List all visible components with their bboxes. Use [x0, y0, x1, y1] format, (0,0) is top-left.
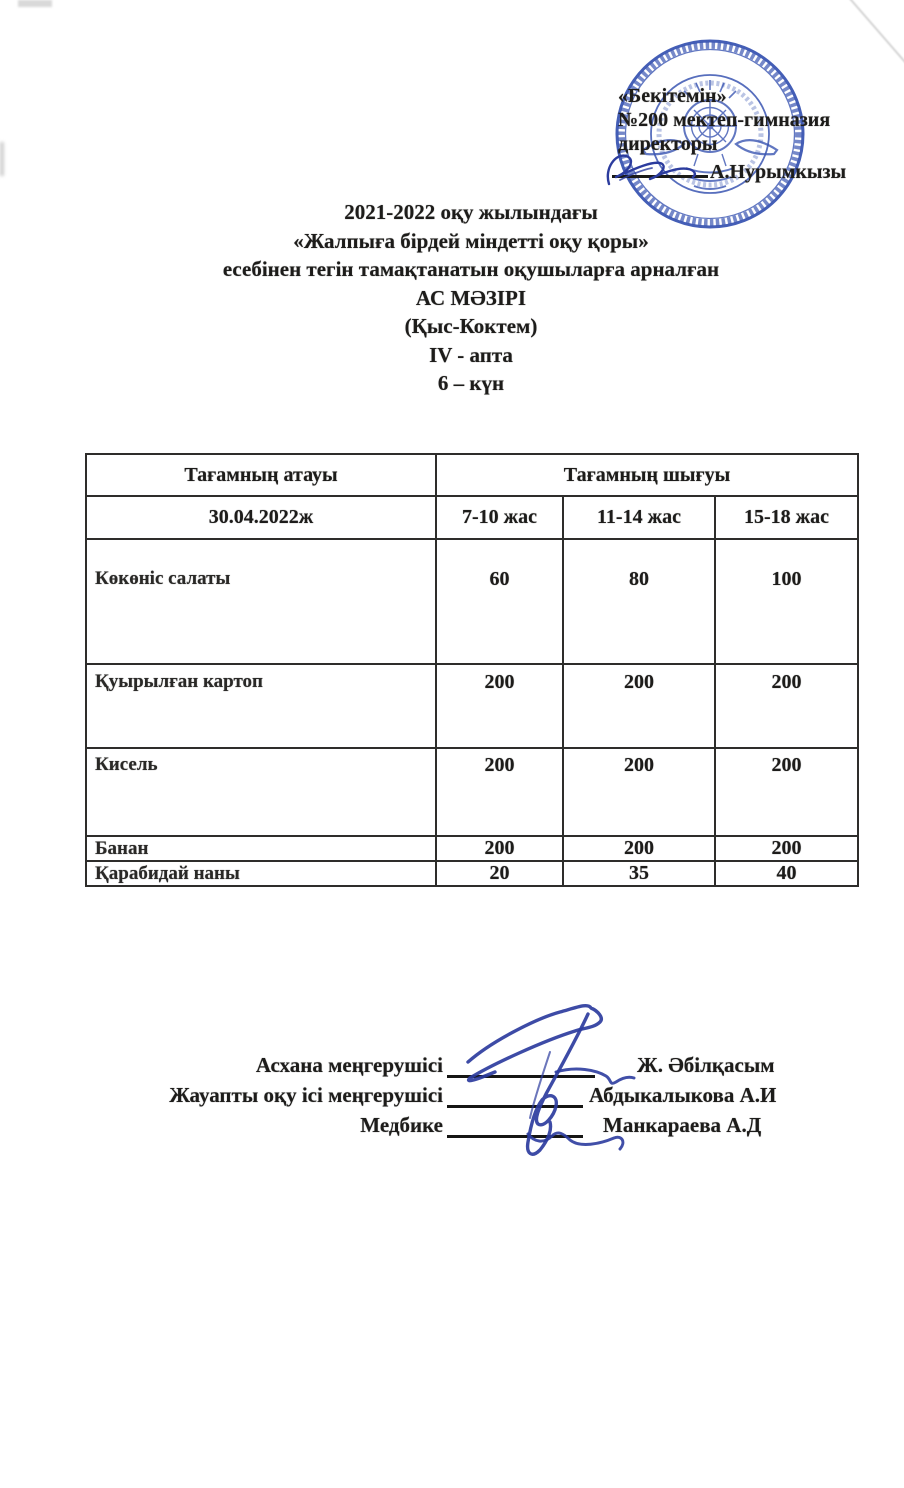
- signature-label: Медбике: [360, 1113, 443, 1137]
- dish-name-cell: Көкөніс салаты: [86, 539, 436, 664]
- portion-cell: 200: [436, 664, 563, 748]
- title-line: «Жалпыға бірдей міндетті оқу қоры»: [293, 228, 649, 253]
- table-header-row: [86, 454, 858, 496]
- dish-name-cell: Банан: [86, 836, 436, 861]
- scan-artifact: [18, 0, 52, 7]
- portion-cell: 35: [563, 861, 715, 886]
- portion-cell: 20: [436, 861, 563, 886]
- portion-cell: 200: [436, 836, 563, 861]
- signature-label: Асхана меңгерушісі: [255, 1053, 443, 1077]
- table-subheader-row: [86, 496, 858, 539]
- signature-label: Жауапты оқу ісі меңгерушісі: [169, 1083, 443, 1107]
- dish-name-cell: Қарабидай наны: [86, 861, 436, 886]
- portion-cell: 40: [715, 861, 858, 886]
- age-group-header: 7-10 жас: [436, 496, 563, 539]
- title-line-menu: АС МӘЗІРІ: [415, 285, 527, 310]
- portion-cell: 200: [563, 748, 715, 836]
- signatory-name: Манкараева А.Д: [603, 1113, 762, 1137]
- table-row: [86, 539, 858, 664]
- portion-cell: 200: [436, 748, 563, 836]
- age-group-header: 15-18 жас: [715, 496, 858, 539]
- dish-name-cell: Кисель: [86, 748, 436, 836]
- title-line: есебінен тегін тамақтанатын оқушыларға арналған: [222, 257, 720, 281]
- dish-name-cell: Қуырылған картоп: [86, 664, 436, 748]
- portion-cell: 200: [563, 836, 715, 861]
- portion-cell: 200: [715, 836, 858, 861]
- director-role: директоры: [618, 133, 718, 155]
- age-group-header: 11-14 жас: [563, 496, 715, 539]
- output-column-header: Тағамның шығуы: [436, 454, 858, 496]
- title-line-season: (Қыс-Коктем): [404, 314, 538, 338]
- portion-cell: 200: [563, 664, 715, 748]
- document-title: [85, 198, 857, 398]
- approval-label: «Бекітемін»: [618, 85, 727, 107]
- table-row: [86, 861, 858, 886]
- table-row: [86, 664, 858, 748]
- dish-column-header: Тағамның атауы: [86, 454, 436, 496]
- title-line-day: 6 – күн: [437, 371, 505, 395]
- portion-cell: 200: [715, 748, 858, 836]
- director-handwritten-signature: [602, 146, 718, 194]
- portion-cell: 60: [436, 539, 563, 664]
- scan-artifact: [0, 142, 4, 176]
- school-name: №200 мектеп-гимназия: [618, 109, 831, 131]
- title-line: 2021-2022 оқу жылындағы: [344, 200, 598, 224]
- menu-table: [85, 453, 859, 887]
- portion-cell: 100: [715, 539, 858, 664]
- handwritten-ink-signature: [438, 992, 658, 1167]
- signatory-name: Ж. Әбілқасым: [637, 1053, 775, 1077]
- table-row: [86, 836, 858, 861]
- date-cell: 30.04.2022ж: [86, 496, 436, 539]
- portion-cell: 80: [563, 539, 715, 664]
- scan-artifact: [840, 0, 904, 72]
- table-row: [86, 748, 858, 836]
- portion-cell: 200: [715, 664, 858, 748]
- signatory-name: Абдыкалыкова А.И: [589, 1083, 777, 1107]
- director-name: А.Нурымкызы: [710, 161, 847, 183]
- title-line-week: IV - апта: [429, 342, 513, 367]
